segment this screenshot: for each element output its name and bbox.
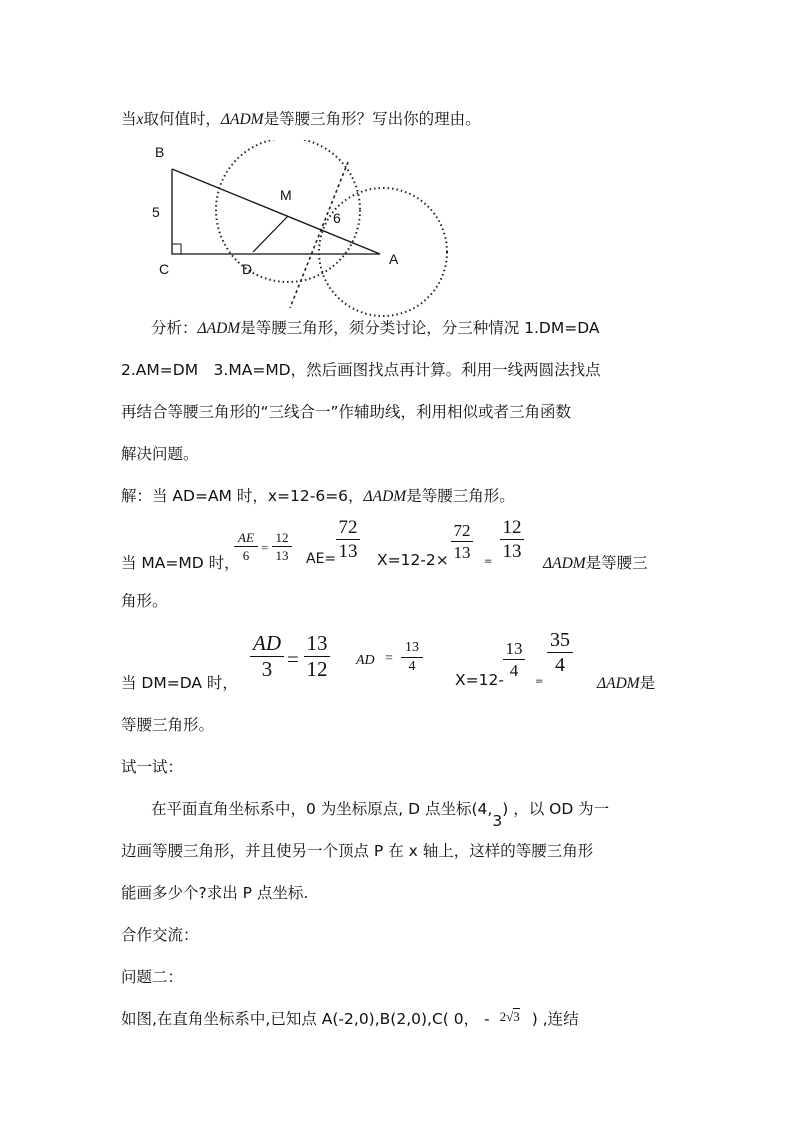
analysis-line-1 <box>151 316 599 338</box>
ad-equals: = <box>385 651 393 666</box>
ad-label: AD <box>356 653 375 668</box>
geometry-figure <box>140 140 460 320</box>
triangle-abc <box>172 169 380 254</box>
triangle-adm: ΔADM <box>363 488 407 505</box>
sqrt-expression: 2√3 <box>499 1009 520 1024</box>
fraction-72-13-b: 72 13 <box>451 522 473 561</box>
fraction-13-12: 13 12 <box>304 633 330 680</box>
fraction-35-4: 35 4 <box>547 630 573 675</box>
equals-sign-small: = <box>484 556 493 567</box>
equals-sign: = <box>261 540 269 555</box>
analysis-line-2: 2.AM=DM 3.MA=MD，然后画图找点再计算。利用一线两圆法找点 <box>121 361 601 379</box>
triangle-adm: ΔADM <box>543 555 586 572</box>
case2-suffix: ΔADM是等腰三 <box>543 554 648 572</box>
try-line-1: 在平面直角坐标系中，0 为坐标原点, D 点坐标(4,3) ，以 OD 为一 <box>151 800 610 830</box>
label-c: C <box>159 261 170 277</box>
triangle-adm: ΔADM <box>597 675 640 692</box>
try-line-3: 能画多少个?求出 P 点坐标. <box>121 884 309 902</box>
fraction-ae-6: AE 6 <box>234 531 258 562</box>
question-middle: 取何值时， <box>143 110 221 128</box>
case3-suffix: ΔADM是 <box>597 674 656 692</box>
analysis-text: 是等腰三角形，须分类讨论，分三种情况 1.DM=DA <box>240 319 600 337</box>
fraction-13-4-b: 13 4 <box>503 640 525 679</box>
try-line-2: 边画等腰三角形，并且使另一个顶点 P 在 x 轴上，这样的等腰三角形 <box>121 842 594 860</box>
dashed-perpendicular-line <box>290 162 348 308</box>
label-5: 5 <box>152 204 160 220</box>
dotted-circle-right <box>319 188 447 316</box>
triangle-adm: ΔADM <box>197 320 241 337</box>
label-b: B <box>155 144 165 160</box>
equals-sign: = <box>287 647 299 671</box>
solution-prefix: 解：当 AD=AM 时，x=12-6=6， <box>121 487 364 505</box>
fraction-ad-3: AD 3 <box>250 633 284 680</box>
case3-cont: 等腰三角形。 <box>121 716 215 734</box>
coordinate-subscript: 3 <box>492 812 503 830</box>
label-m: M <box>280 187 292 203</box>
try-heading: 试一试： <box>121 758 184 776</box>
segment-dm <box>253 216 288 252</box>
case2-cont: 角形。 <box>121 592 168 610</box>
variable-x: x <box>136 111 144 128</box>
analysis-line-4: 解决问题。 <box>121 445 199 463</box>
x-expression: X=12- <box>455 671 504 689</box>
label-a: A <box>389 251 399 267</box>
equals-sign-small: = <box>535 676 544 687</box>
question-suffix: 是等腰三角形？写出你的理由。 <box>263 110 481 128</box>
fraction-13-4: 13 4 <box>401 641 423 674</box>
case3-prefix: 当 DM=DA 时， <box>121 674 238 692</box>
label-6: 6 <box>333 210 341 226</box>
question-prefix: 当 <box>121 110 137 128</box>
x-expression: X=12-2× <box>377 551 449 569</box>
analysis-prefix: 分析： <box>151 319 198 337</box>
problem-two-heading: 问题二： <box>121 968 184 986</box>
analysis-line-3: 再结合等腰三角形的“三线合一”作辅助线，利用相似或者三角函数 <box>121 403 572 421</box>
question-line <box>121 107 481 129</box>
ae-label: AE= <box>306 551 337 567</box>
solution-suffix: 是等腰三角形。 <box>406 487 515 505</box>
triangle-adm: ΔADM <box>220 111 264 128</box>
label-d: D <box>242 261 253 277</box>
fraction-12-13: 12 13 <box>272 531 292 562</box>
fraction-12-13-b: 12 13 <box>500 518 524 561</box>
coop-line-1: 如图,在直角坐标系中,已知点 A(-2,0),B(2,0),C( 0， - 2√3 ) ,连结 <box>121 1009 579 1028</box>
fraction-72-13: 72 13 <box>336 518 360 561</box>
solution-line-1 <box>121 484 515 506</box>
right-angle-mark <box>172 244 181 254</box>
coop-heading: 合作交流： <box>121 926 199 944</box>
case2-prefix: 当 MA=MD 时， <box>121 554 240 572</box>
